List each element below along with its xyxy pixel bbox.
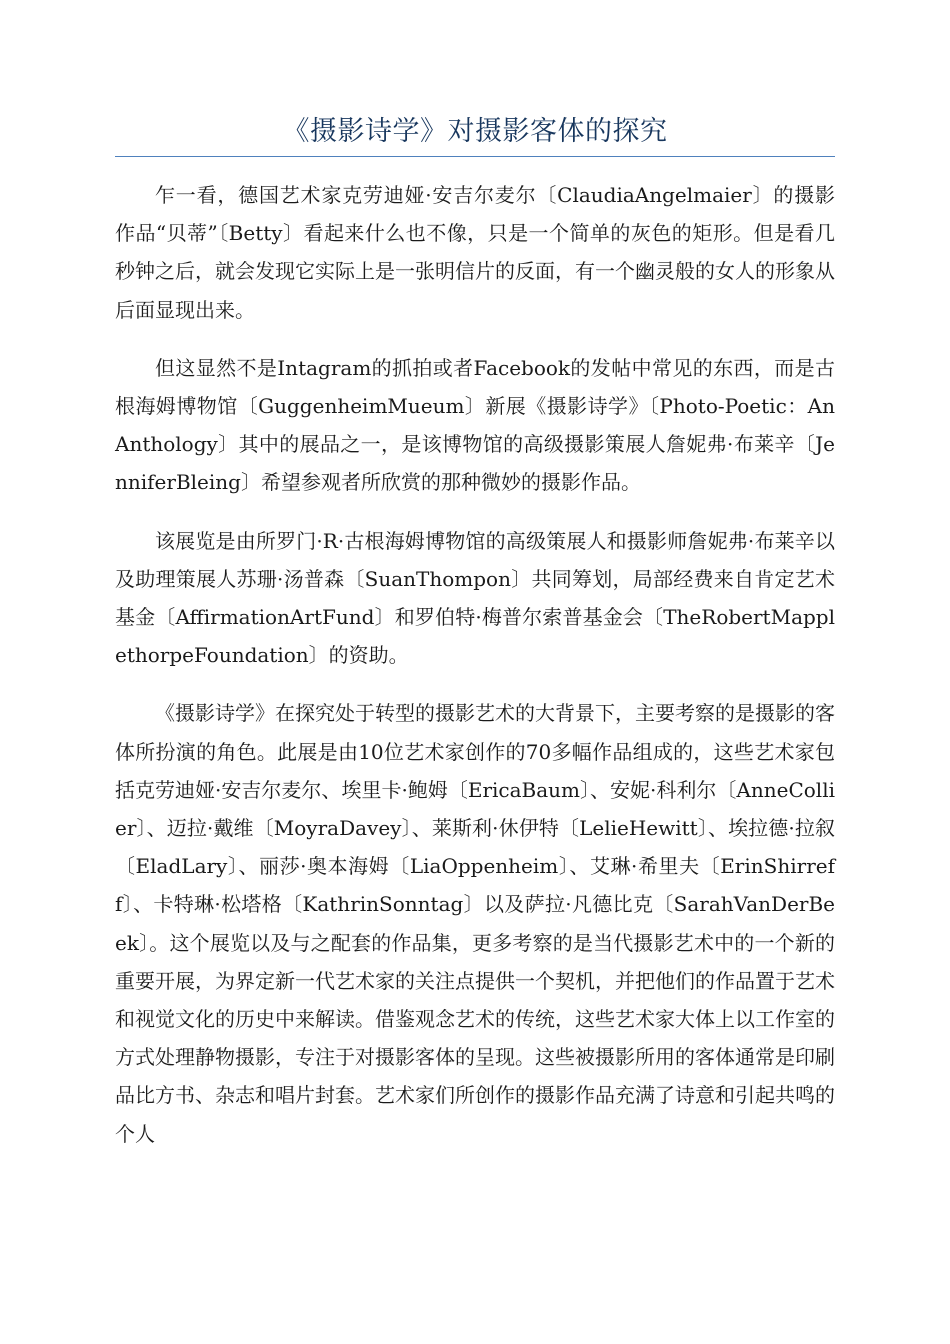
- paragraph-2: 但这显然不是Intagram的抓拍或者Facebook的发帖中常见的东西，而是古根海姆博物馆〔GuggenheimMueum〕新展《摄影诗学》〔Photo-Poetic：AnAnthology〕其中的展品之一，是该博物馆的高级摄影策展人詹妮弗·布莱辛〔JenniferBleing〕希望参观者所欣赏的那种微妙的摄影作品。: [115, 355, 835, 495]
- paragraph-1: 乍一看，德国艺术家克劳迪娅·安吉尔麦尔〔ClaudiaAngelmaier〕的摄影作品“贝蒂”〔Betty〕看起来什么也不像，只是一个简单的灰色的矩形。但是看几秒钟之后，就会发现它实际上是一张明信片的反面，有一个幽灵般的女人的形象从后面显现出来。: [115, 183, 835, 322]
- title-block: [115, 112, 835, 157]
- document-body: [115, 176, 835, 1173]
- paragraph-4: 《摄影诗学》在探究处于转型的摄影艺术的大背景下，主要考察的是摄影的客体所扮演的角色。此展是由10位艺术家创作的70多幅作品组成的，这些艺术家包括克劳迪娅·安吉尔麦尔、埃里卡·鲍姆〔EricaBaum〕、安妮·科利尔〔AnneCollier〕、迈拉·戴维〔MoyraDavey〕、莱斯利·休伊特〔LelieHewitt〕、埃拉德·拉叙〔EladLary〕、丽莎·奥本海姆〔LiaOppenheim〕、艾琳·希里夫〔ErinShirreff〕、卡特琳·松塔格〔KathrinSonntag〕以及萨拉·凡德比克〔SarahVanDerBeek〕。这个展览以及与之配套的作品集，更多考察的是当代摄影艺术中的一个新的重要开展，为界定新一代艺术家的关注点提供一个契机，并把他们的作品置于艺术和视觉文化的历史中来解读。借鉴观念艺术的传统，这些艺术家大体上以工作室的方式处理静物摄影，专注于对摄影客体的呈现。这些被摄影所用的客体通常是印刷品比方书、杂志和唱片封套。艺术家们所创作的摄影作品充满了诗意和引起共鸣的个人: [115, 701, 835, 1146]
- title-underline: [115, 156, 835, 157]
- paragraph-3: 该展览是由所罗门·R·古根海姆博物馆的高级策展人和摄影师詹妮弗·布莱辛以及助理策展人苏珊·汤普森〔SuanThompon〕共同筹划，局部经费来自肯定艺术基金〔AffirmationArtFund〕和罗伯特·梅普尔索普基金会〔TheRobertMapplethorpeFoundation〕的资助。: [115, 528, 835, 668]
- document-title: 《摄影诗学》对摄影客体的探究: [282, 116, 668, 147]
